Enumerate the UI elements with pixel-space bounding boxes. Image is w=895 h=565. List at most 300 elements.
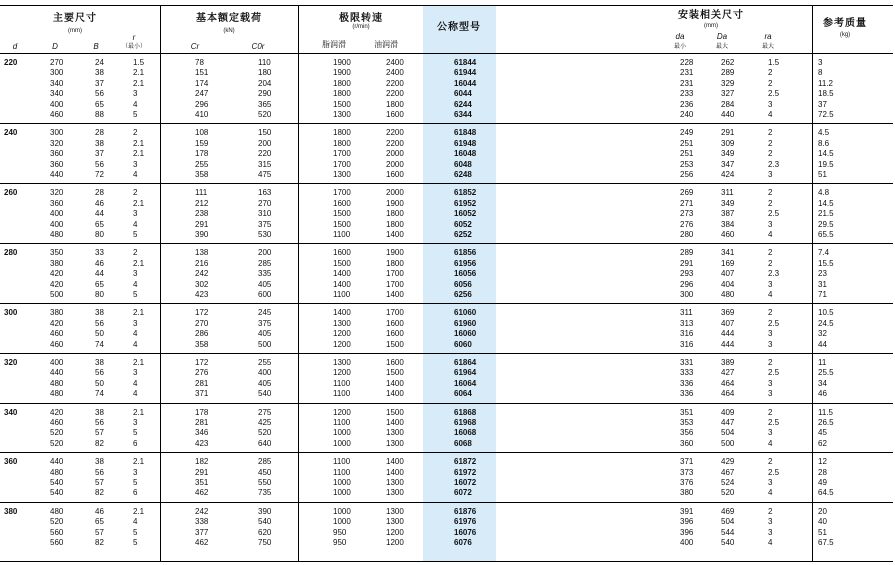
cell-ra-max: 2 [768, 128, 773, 138]
cell-grease-speed: 1800 [333, 138, 351, 148]
cell-da-min: 316 [680, 339, 694, 349]
cell-mass: 23 [818, 269, 827, 279]
cell-Da-max: 469 [721, 506, 735, 516]
cell-da-min: 396 [680, 517, 694, 527]
cell-static-load: 275 [258, 407, 272, 417]
cell-outer-diameter: 460 [50, 329, 64, 339]
cell-Da-max: 447 [721, 418, 735, 427]
cell-static-load: 475 [258, 170, 272, 179]
cell-oil-speed: 1800 [386, 99, 404, 109]
cell-grease-speed: 1800 [333, 89, 351, 99]
cell-width: 88 [95, 110, 104, 119]
cell-width: 56 [95, 159, 104, 169]
bore-diameter: 380 [4, 506, 18, 516]
cell-mass: 18.5 [818, 89, 834, 99]
cell-model-number: 6068 [454, 438, 472, 448]
cell-mass: 12 [818, 457, 827, 467]
cell-outer-diameter: 500 [50, 290, 64, 299]
cell-grease-speed: 1400 [333, 308, 351, 318]
cell-width: 57 [95, 527, 104, 537]
cell-ra-max: 4 [768, 290, 773, 299]
cell-outer-diameter: 340 [50, 78, 64, 88]
cell-oil-speed: 2000 [386, 188, 404, 198]
cell-outer-diameter: 400 [50, 209, 64, 219]
cell-da-min: 313 [680, 318, 694, 328]
cell-grease-speed: 1900 [333, 58, 351, 67]
header-mount-unit: (mm) [704, 23, 718, 29]
table-row [0, 389, 895, 400]
cell-static-load: 270 [258, 198, 272, 208]
cell-Da-max: 444 [721, 329, 735, 339]
group-separator [0, 353, 893, 354]
cell-width: 80 [95, 290, 104, 299]
cell-width: 56 [95, 368, 104, 378]
cell-model-number: 61944 [454, 68, 477, 78]
cell-outer-diameter: 480 [50, 467, 64, 477]
cell-ra-max: 3 [768, 428, 773, 438]
cell-grease-speed: 1200 [333, 339, 351, 349]
cell-outer-diameter: 480 [50, 389, 64, 399]
header-oil: 油润滑 [374, 40, 398, 49]
group-separator [0, 452, 893, 453]
cell-grease-speed: 1000 [333, 438, 351, 448]
cell-oil-speed: 2400 [386, 58, 404, 67]
cell-outer-diameter: 340 [50, 89, 64, 99]
cell-ra-max: 3 [768, 389, 773, 399]
cell-dynamic-load: 151 [195, 68, 209, 78]
cell-ra-max: 3 [768, 329, 773, 339]
cell-Da-max: 464 [721, 378, 735, 388]
cell-mass: 71 [818, 290, 827, 299]
bore-diameter: 300 [4, 308, 18, 318]
cell-Da-max: 427 [721, 368, 735, 378]
cell-width: 50 [95, 329, 104, 339]
cell-mass: 24.5 [818, 318, 834, 328]
cell-oil-speed: 1800 [386, 209, 404, 219]
cell-Da-max: 291 [721, 128, 735, 138]
cell-dynamic-load: 338 [195, 517, 209, 527]
cell-mass: 3 [818, 58, 823, 67]
cell-model-number: 6072 [454, 488, 472, 498]
cell-ra-max: 2 [768, 198, 773, 208]
cell-da-min: 251 [680, 149, 694, 159]
cell-static-load: 290 [258, 89, 272, 99]
cell-Da-max: 384 [721, 219, 735, 229]
cell-dynamic-load: 302 [195, 279, 209, 289]
cell-mass: 4.5 [818, 128, 830, 138]
cell-static-load: 285 [258, 457, 272, 467]
cell-ra-max: 2 [768, 506, 773, 516]
cell-width: 38 [95, 68, 104, 78]
cell-outer-diameter: 460 [50, 339, 64, 349]
cell-da-min: 228 [680, 58, 694, 67]
group-separator [0, 303, 893, 304]
cell-dynamic-load: 371 [195, 389, 209, 399]
cell-grease-speed: 1300 [333, 170, 351, 179]
cell-model-number: 16044 [454, 78, 477, 88]
cell-outer-diameter: 460 [50, 110, 64, 119]
cell-oil-speed: 2200 [386, 78, 404, 88]
cell-da-min: 269 [680, 188, 694, 198]
cell-oil-speed: 1200 [386, 527, 404, 537]
cell-outer-diameter: 300 [50, 128, 64, 138]
cell-da-min: 289 [680, 248, 694, 258]
cell-chamfer: 2 [133, 188, 138, 198]
cell-static-load: 365 [258, 99, 272, 109]
cell-oil-speed: 1600 [386, 170, 404, 179]
cell-chamfer: 3 [133, 209, 138, 219]
cell-dynamic-load: 174 [195, 78, 209, 88]
cell-oil-speed: 2200 [386, 89, 404, 99]
cell-outer-diameter: 300 [50, 68, 64, 78]
cell-grease-speed: 1400 [333, 279, 351, 289]
header-load-unit: (kN) [223, 28, 235, 34]
cell-ra-max: 3 [768, 527, 773, 537]
cell-outer-diameter: 360 [50, 149, 64, 159]
cell-dynamic-load: 172 [195, 358, 209, 367]
cell-model-number: 61856 [454, 248, 477, 258]
table-row [0, 290, 895, 301]
cell-chamfer: 6 [133, 488, 138, 498]
cell-width: 50 [95, 378, 104, 388]
cell-chamfer: 3 [133, 368, 138, 378]
cell-mass: 32 [818, 329, 827, 339]
cell-outer-diameter: 380 [50, 258, 64, 268]
cell-da-min: 353 [680, 418, 694, 427]
cell-oil-speed: 1700 [386, 279, 404, 289]
group-separator [0, 183, 893, 184]
cell-static-load: 220 [258, 149, 272, 159]
cell-outer-diameter: 420 [50, 318, 64, 328]
cell-width: 57 [95, 428, 104, 438]
cell-width: 72 [95, 170, 104, 179]
cell-ra-max: 2 [768, 188, 773, 198]
cell-model-number: 61852 [454, 188, 477, 198]
header-speed: 极限转速 [339, 13, 383, 24]
cell-da-min: 391 [680, 506, 694, 516]
cell-grease-speed: 950 [333, 527, 347, 537]
cell-Da-max: 429 [721, 457, 735, 467]
cell-ra-max: 1.5 [768, 58, 780, 67]
cell-grease-speed: 1300 [333, 358, 351, 367]
table-row [0, 340, 895, 351]
cell-outer-diameter: 480 [50, 506, 64, 516]
cell-width: 33 [95, 248, 104, 258]
cell-grease-speed: 1300 [333, 110, 351, 119]
cell-chamfer: 3 [133, 89, 138, 99]
cell-chamfer: 2.1 [133, 407, 145, 417]
cell-static-load: 450 [258, 467, 272, 477]
cell-mass: 28 [818, 467, 827, 477]
cell-model-number: 16060 [454, 329, 477, 339]
cell-chamfer: 2.1 [133, 68, 145, 78]
cell-dynamic-load: 172 [195, 308, 209, 318]
cell-oil-speed: 2000 [386, 159, 404, 169]
cell-static-load: 200 [258, 248, 272, 258]
cell-oil-speed: 1400 [386, 230, 404, 239]
cell-outer-diameter: 440 [50, 368, 64, 378]
cell-width: 56 [95, 318, 104, 328]
cell-oil-speed: 1500 [386, 368, 404, 378]
cell-model-number: 6256 [454, 290, 472, 299]
table-row [0, 439, 895, 450]
header-col-C0r: C0r [251, 42, 265, 51]
cell-Da-max: 369 [721, 308, 735, 318]
cell-outer-diameter: 400 [50, 219, 64, 229]
cell-chamfer: 4 [133, 339, 138, 349]
cell-Da-max: 404 [721, 279, 735, 289]
table-row [0, 230, 895, 241]
cell-dynamic-load: 138 [195, 248, 209, 258]
cell-grease-speed: 1700 [333, 149, 351, 159]
cell-da-min: 256 [680, 170, 694, 179]
cell-outer-diameter: 400 [50, 99, 64, 109]
cell-Da-max: 407 [721, 269, 735, 279]
cell-chamfer: 2.1 [133, 506, 145, 516]
cell-ra-max: 2 [768, 308, 773, 318]
cell-static-load: 180 [258, 68, 272, 78]
cell-Da-max: 349 [721, 198, 735, 208]
cell-dynamic-load: 281 [195, 418, 209, 427]
cell-static-load: 620 [258, 527, 272, 537]
cell-Da-max: 289 [721, 68, 735, 78]
cell-da-min: 240 [680, 110, 694, 119]
cell-width: 38 [95, 457, 104, 467]
cell-outer-diameter: 540 [50, 488, 64, 498]
rule-bottom [0, 561, 893, 562]
cell-grease-speed: 1500 [333, 219, 351, 229]
cell-model-number: 16056 [454, 269, 477, 279]
header-col-Cr: Cr [190, 42, 200, 51]
cell-da-min: 351 [680, 407, 694, 417]
cell-da-min: 236 [680, 99, 694, 109]
cell-mass: 64.5 [818, 488, 834, 498]
cell-mass: 21.5 [818, 209, 834, 219]
cell-oil-speed: 1400 [386, 467, 404, 477]
cell-grease-speed: 1400 [333, 269, 351, 279]
cell-static-load: 163 [258, 188, 272, 198]
cell-model-number: 16076 [454, 527, 477, 537]
cell-dynamic-load: 358 [195, 170, 209, 179]
cell-model-number: 61060 [454, 308, 477, 318]
cell-static-load: 375 [258, 219, 272, 229]
header-col-r: r [132, 33, 136, 42]
cell-Da-max: 169 [721, 258, 735, 268]
header-model: 公称型号 [437, 22, 481, 33]
cell-Da-max: 407 [721, 318, 735, 328]
cell-grease-speed: 1100 [333, 457, 351, 467]
cell-mass: 67.5 [818, 538, 834, 547]
cell-dynamic-load: 410 [195, 110, 209, 119]
cell-da-min: 331 [680, 358, 694, 367]
cell-grease-speed: 1100 [333, 378, 351, 388]
cell-oil-speed: 1800 [386, 258, 404, 268]
cell-Da-max: 464 [721, 389, 735, 399]
cell-oil-speed: 1400 [386, 290, 404, 299]
cell-model-number: 6076 [454, 538, 472, 547]
cell-static-load: 375 [258, 318, 272, 328]
cell-Da-max: 520 [721, 488, 735, 498]
cell-ra-max: 2 [768, 68, 773, 78]
cell-chamfer: 2.1 [133, 198, 145, 208]
cell-da-min: 276 [680, 219, 694, 229]
table-row [0, 170, 895, 181]
header-col-D: D [52, 42, 58, 51]
cell-grease-speed: 1200 [333, 329, 351, 339]
cell-ra-max: 2.3 [768, 159, 780, 169]
bore-diameter: 340 [4, 407, 18, 417]
cell-outer-diameter: 350 [50, 248, 64, 258]
cell-oil-speed: 1400 [386, 418, 404, 427]
cell-mass: 26.5 [818, 418, 834, 427]
cell-da-min: 231 [680, 78, 694, 88]
cell-mass: 45 [818, 428, 827, 438]
cell-model-number: 61876 [454, 506, 477, 516]
cell-da-min: 336 [680, 378, 694, 388]
cell-grease-speed: 1600 [333, 248, 351, 258]
cell-outer-diameter: 460 [50, 418, 64, 427]
cell-da-min: 336 [680, 389, 694, 399]
cell-oil-speed: 1400 [386, 378, 404, 388]
cell-model-number: 16064 [454, 378, 477, 388]
cell-oil-speed: 1700 [386, 269, 404, 279]
cell-ra-max: 2.3 [768, 269, 780, 279]
header-load: 基本额定载荷 [196, 13, 262, 24]
cell-static-load: 405 [258, 329, 272, 339]
cell-grease-speed: 1500 [333, 258, 351, 268]
cell-oil-speed: 2200 [386, 138, 404, 148]
cell-dynamic-load: 238 [195, 209, 209, 219]
cell-outer-diameter: 480 [50, 378, 64, 388]
cell-da-min: 300 [680, 290, 694, 299]
cell-outer-diameter: 480 [50, 230, 64, 239]
cell-dynamic-load: 247 [195, 89, 209, 99]
cell-chamfer: 4 [133, 389, 138, 399]
cell-model-number: 6052 [454, 219, 472, 229]
cell-width: 65 [95, 219, 104, 229]
header-col-B: B [93, 42, 99, 51]
cell-static-load: 405 [258, 279, 272, 289]
cell-grease-speed: 1500 [333, 209, 351, 219]
cell-grease-speed: 1300 [333, 318, 351, 328]
cell-oil-speed: 1300 [386, 438, 404, 448]
cell-ra-max: 2.5 [768, 89, 780, 99]
cell-chamfer: 4 [133, 170, 138, 179]
cell-da-min: 233 [680, 89, 694, 99]
cell-static-load: 540 [258, 517, 272, 527]
cell-model-number: 16072 [454, 478, 477, 487]
cell-chamfer: 6 [133, 438, 138, 448]
cell-da-min: 400 [680, 538, 694, 547]
cell-grease-speed: 1100 [333, 418, 351, 427]
cell-Da-max: 327 [721, 89, 735, 99]
cell-grease-speed: 1700 [333, 159, 351, 169]
header-col-Da-sub: 最大 [715, 44, 729, 50]
cell-static-load: 390 [258, 506, 272, 516]
group-separator [0, 403, 893, 404]
cell-outer-diameter: 360 [50, 198, 64, 208]
header-mass-unit: (kg) [839, 32, 851, 38]
cell-outer-diameter: 560 [50, 527, 64, 537]
cell-chamfer: 5 [133, 110, 138, 119]
cell-width: 28 [95, 128, 104, 138]
cell-static-load: 600 [258, 290, 272, 299]
cell-ra-max: 2 [768, 358, 773, 367]
cell-ra-max: 2.5 [768, 467, 780, 477]
cell-mass: 8 [818, 68, 823, 78]
cell-ra-max: 2 [768, 248, 773, 258]
cell-chamfer: 4 [133, 279, 138, 289]
bore-diameter: 320 [4, 358, 18, 367]
cell-dynamic-load: 178 [195, 407, 209, 417]
cell-model-number: 16068 [454, 428, 477, 438]
cell-width: 82 [95, 488, 104, 498]
cell-static-load: 405 [258, 378, 272, 388]
cell-oil-speed: 1600 [386, 318, 404, 328]
cell-outer-diameter: 560 [50, 538, 64, 547]
cell-model-number: 6044 [454, 89, 472, 99]
cell-mass: 11 [818, 358, 827, 367]
table-row [0, 538, 895, 549]
header-speed-unit: (r/min) [352, 24, 370, 30]
bore-diameter: 240 [4, 128, 18, 138]
cell-dynamic-load: 108 [195, 128, 209, 138]
cell-model-number: 61960 [454, 318, 477, 328]
cell-oil-speed: 1500 [386, 407, 404, 417]
cell-dynamic-load: 216 [195, 258, 209, 268]
cell-dynamic-load: 346 [195, 428, 209, 438]
cell-dynamic-load: 111 [195, 188, 208, 198]
cell-width: 37 [95, 78, 104, 88]
cell-static-load: 110 [258, 58, 271, 67]
header-col-da: da [675, 32, 685, 41]
cell-width: 46 [95, 258, 104, 268]
cell-dynamic-load: 286 [195, 329, 209, 339]
cell-chamfer: 3 [133, 418, 138, 427]
header-col-r-sub: （最小） [121, 44, 147, 50]
cell-outer-diameter: 320 [50, 138, 64, 148]
cell-static-load: 150 [258, 128, 272, 138]
cell-dynamic-load: 182 [195, 457, 209, 467]
cell-model-number: 16048 [454, 149, 477, 159]
cell-chamfer: 3 [133, 467, 138, 477]
cell-ra-max: 3 [768, 99, 773, 109]
cell-width: 74 [95, 339, 104, 349]
cell-chamfer: 2.1 [133, 308, 145, 318]
cell-static-load: 735 [258, 488, 272, 498]
cell-grease-speed: 1100 [333, 389, 351, 399]
cell-outer-diameter: 320 [50, 188, 64, 198]
cell-chamfer: 4 [133, 329, 138, 339]
cell-width: 38 [95, 138, 104, 148]
cell-ra-max: 3 [768, 339, 773, 349]
cell-chamfer: 2 [133, 248, 138, 258]
cell-chamfer: 2 [133, 128, 138, 138]
cell-chamfer: 1.5 [133, 58, 145, 67]
cell-mass: 31 [818, 279, 827, 289]
cell-chamfer: 2.1 [133, 457, 145, 467]
cell-Da-max: 500 [721, 438, 735, 448]
cell-Da-max: 347 [721, 159, 735, 169]
cell-oil-speed: 1200 [386, 538, 404, 547]
cell-width: 56 [95, 418, 104, 427]
cell-ra-max: 2 [768, 407, 773, 417]
cell-mass: 4.8 [818, 188, 830, 198]
cell-mass: 8.6 [818, 138, 830, 148]
cell-width: 56 [95, 89, 104, 99]
cell-outer-diameter: 520 [50, 428, 64, 438]
cell-outer-diameter: 420 [50, 269, 64, 279]
